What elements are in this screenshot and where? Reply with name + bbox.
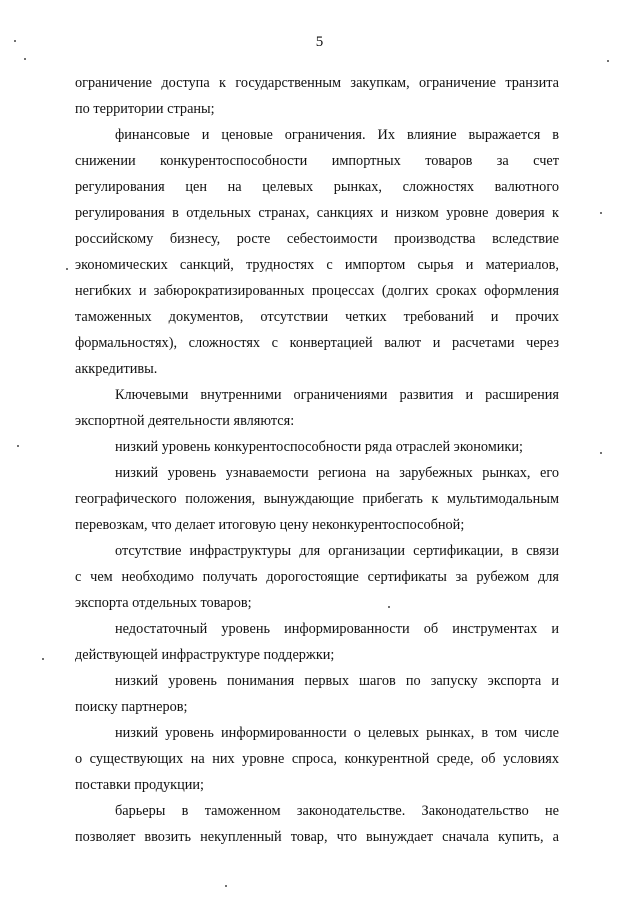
text-line: о существующих на них уровне спроса, конкурентной среде, об условиях xyxy=(75,751,559,767)
text-line: поиску партнеров; xyxy=(75,699,188,715)
text-line: экономических санкций, трудностях с импортом сырья и материалов, xyxy=(75,257,559,273)
text-line: с чем необходимо получать дорогостоящие сертификаты за рубежом для xyxy=(75,569,559,585)
scan-speck xyxy=(17,445,19,447)
text-line: снижении конкурентоспособности импортных товаров за счет xyxy=(75,153,559,169)
text-line: по территории страны; xyxy=(75,101,215,117)
scan-speck xyxy=(24,58,26,60)
text-line: низкий уровень узнаваемости региона на зарубежных рынках, его xyxy=(115,465,559,481)
text-line: негибких и забюрократизированных процессах (долгих сроках оформления xyxy=(75,283,559,299)
text-line: аккредитивы. xyxy=(75,361,158,377)
text-line: поставки продукции; xyxy=(75,777,205,793)
body-text xyxy=(75,70,559,850)
text-line: перевозкам, что делает итоговую цену неконкурентоспособной; xyxy=(75,517,465,533)
text-line: финансовые и ценовые ограничения. Их влияние выражается в xyxy=(115,127,559,143)
text-line: низкий уровень информированности о целевых рынках, в том числе xyxy=(115,725,559,741)
text-line: российскому бизнесу, росте себестоимости производства вследствие xyxy=(75,231,559,247)
text-line: барьеры в таможенном законодательстве. Законодательство не xyxy=(115,803,559,819)
scan-speck xyxy=(42,658,44,660)
scan-speck xyxy=(607,60,609,62)
scan-speck xyxy=(600,212,602,214)
text-line: низкий уровень конкурентоспособности ряда отраслей экономики; xyxy=(115,439,523,455)
text-line: регулирования цен на целевых рынках, сложностях валютного xyxy=(75,179,559,195)
text-line: географического положения, вынуждающие прибегать к мультимодальным xyxy=(75,491,559,507)
text-line: ограничение доступа к государственным закупкам, ограничение транзита xyxy=(75,75,559,91)
page-number: 5 xyxy=(315,34,324,50)
text-line: экспортной деятельности являются: xyxy=(75,413,295,429)
scan-speck xyxy=(14,40,16,42)
scan-speck xyxy=(388,606,390,608)
text-line: таможенных документов, отсутствии четких требований и прочих xyxy=(75,309,559,325)
text-line: отсутствие инфраструктуры для организации сертификации, в связи xyxy=(115,543,559,559)
text-line: регулирования в отдельных странах, санкциях и низком уровне доверия к xyxy=(75,205,559,221)
text-line: Ключевыми внутренними ограничениями развития и расширения xyxy=(115,387,559,403)
scan-speck xyxy=(600,452,602,454)
text-line: действующей инфраструктуре поддержки; xyxy=(75,647,335,663)
text-line: позволяет ввозить некупленный товар, что вынуждает сначала купить, а xyxy=(75,829,559,845)
scan-speck xyxy=(225,885,227,887)
text-line: низкий уровень понимания первых шагов по запуску экспорта и xyxy=(115,673,559,689)
text-line: формальностях), сложностях с конвертацией валют и расчетами через xyxy=(75,335,559,351)
text-line: недостаточный уровень информированности об инструментах и xyxy=(115,621,559,637)
text-line: экспорта отдельных товаров; xyxy=(75,595,252,611)
scan-speck xyxy=(66,268,68,270)
